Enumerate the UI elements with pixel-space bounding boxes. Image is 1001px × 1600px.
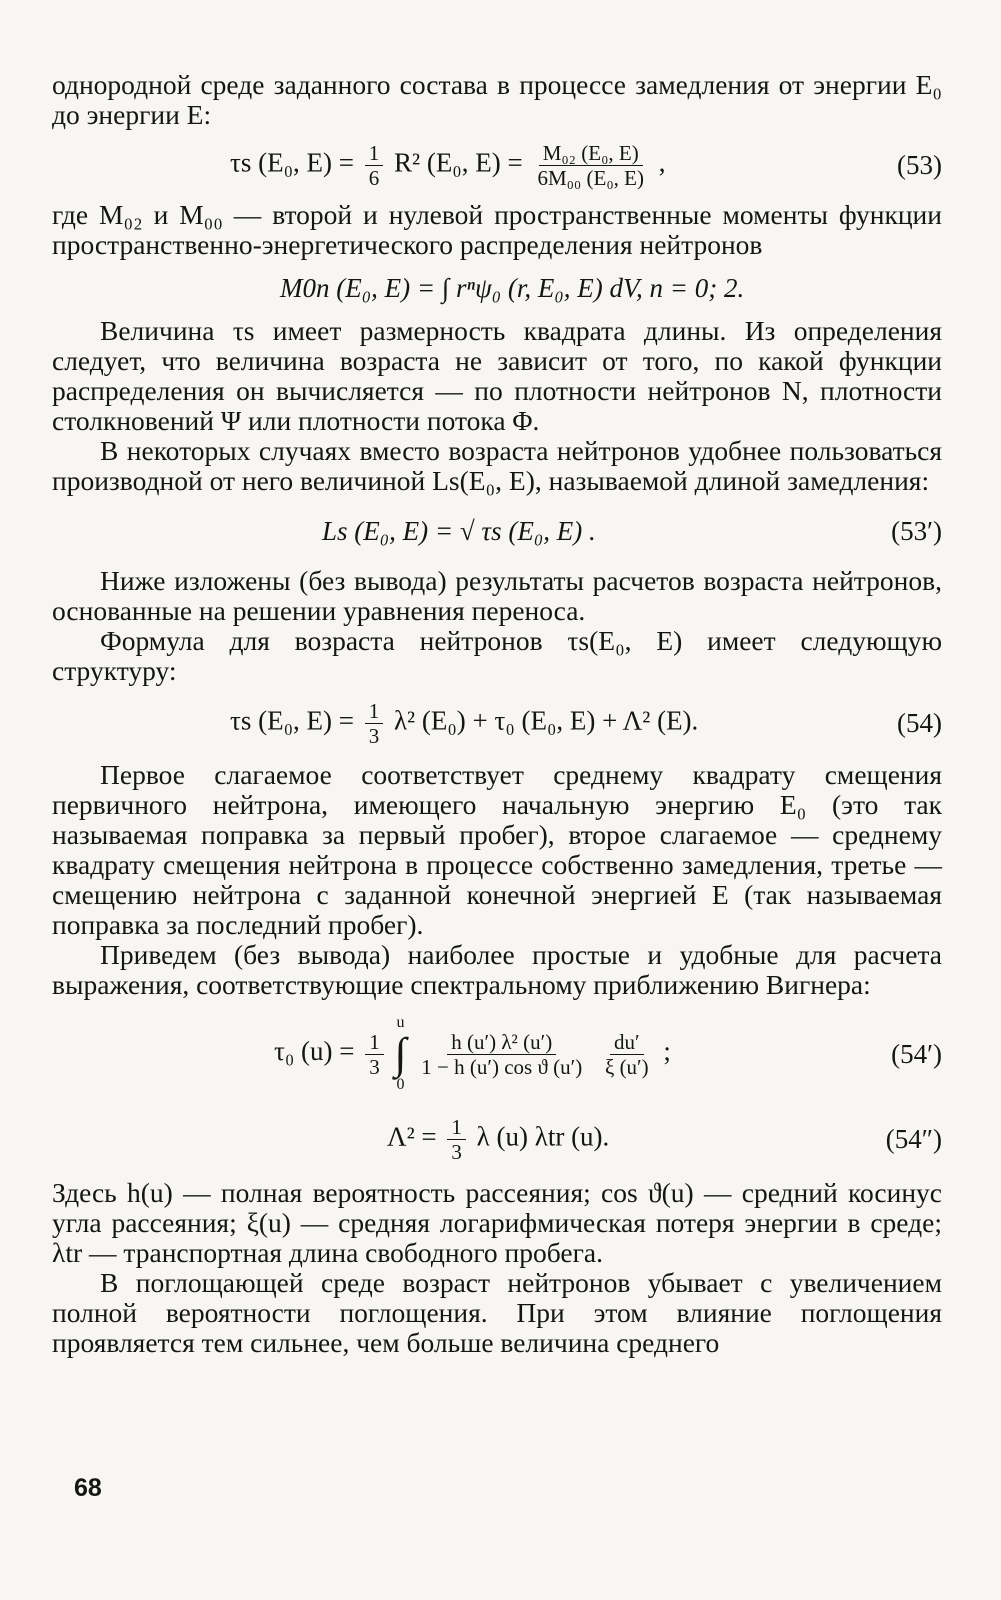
equation-53	[52, 136, 942, 194]
paragraph-10: В поглощающей среде возраст нейтронов убывает с увеличением полной вероятности поглощения. При этом влияние поглощения проявляется тем сильнее, чем больше величина среднего	[52, 1267, 942, 1358]
eq54p-integral: u ∫ 0	[394, 1014, 407, 1093]
eq53-number: (53)	[897, 149, 942, 180]
eq53p-body: Ls (E₀, E) = √ τs (E₀, E) .	[322, 515, 596, 546]
paragraph-9: Здесь h(u) — полная вероятность рассеяния; cos ϑ(u) — средний косинус угла рассеяния; ξ(u) — средняя логарифмическая потеря энергии в среде; λtr — транспортная длина свободного пробега.	[52, 1177, 942, 1268]
eq54p-tail: ;	[663, 1036, 671, 1067]
eq54p-lower-limit: 0	[396, 1076, 405, 1093]
equation-53-prime	[52, 502, 942, 560]
paragraph-5: Ниже изложены (без вывода) результаты расчетов возраста нейтронов, основанные на решении уравнения переноса.	[52, 565, 942, 626]
paragraph-6: Формула для возраста нейтронов τs(E₀, E) имеет следующую структуру:	[52, 625, 942, 686]
eq54p-differential: $\frac{du'}{\xi (u')}$	[604, 1029, 649, 1079]
eq54pp-number: (54″)	[885, 1123, 942, 1154]
eq54p-integrand: $\frac{\text{h (u′) λ² (u′)}}{\text{1 − h (u′) cos ϑ (u′)}}$	[421, 1029, 583, 1079]
page-number: 68	[74, 1474, 102, 1502]
eq-moment-body: M0n (E₀, E) = ∫ rⁿψ₀ (r, E₀, E) dV, n = 0; 2.	[280, 272, 745, 303]
equation-moment	[52, 266, 942, 310]
paragraph-1: однородной среде заданного состава в процессе замедления от энергии E₀ до энергии E:	[52, 69, 942, 130]
eq54-rhs: λ² (E₀) + τ₀ (E₀, E) + Λ² (E).	[393, 705, 699, 736]
page-content	[52, 70, 942, 1358]
eq53-lhs: τs (E₀, E) =	[230, 147, 354, 178]
equation-54-prime	[52, 1006, 942, 1102]
paragraph-2: где M₀₂ и M₀₀ — второй и нулевой пространственные моменты функции пространственно-энергетического распределения нейтронов	[52, 199, 942, 260]
eq54-lhs: τs (E₀, E) =	[230, 705, 354, 736]
paragraph-8: Приведем (без вывода) наиболее простые и удобные для расчета выражения, соответствующие спектральному приближению Вигнера:	[52, 939, 942, 1000]
eq53-fraction-1: $\frac{1}{6}$	[365, 141, 384, 190]
eq53-fraction-2: $\frac{\text{M₀₂ (E₀, E)}}{\text{6M₀₀ (E₀, E)}}$	[537, 140, 644, 190]
paragraph-3: Величина τs имеет размерность квадрата длины. Из определения следует, что величина возраста не зависит от того, по какой функции распределения он вычисляется — по плотности нейтронов N, плотности столкновений Ψ или плотности потока Φ.	[52, 315, 942, 436]
eq54-fraction: $\frac{1}{3}$	[365, 699, 384, 748]
eq54pp-lhs: Λ² =	[387, 1121, 437, 1152]
eq54pp-rhs: λ (u) λtr (u).	[476, 1121, 610, 1152]
eq54pp-fraction: $\frac{1}{3}$	[447, 1115, 466, 1164]
eq53p-number: (53′)	[891, 515, 942, 546]
eq54-number: (54)	[897, 707, 942, 738]
eq53-tail: ,	[658, 147, 666, 178]
paragraph-7: Первое слагаемое соответствует среднему квадрату смещения первичного нейтрона, имеющего начальную энергию E₀ (это так называемая поправка за первый пробег), второе слагаемое — среднему квадрату смещения нейтрона в процессе собственно замедления, третье — смещению нейтрона с заданной конечной энергией E (так называемая поправка за последний пробег).	[52, 759, 942, 940]
equation-54-double-prime	[52, 1108, 942, 1170]
equation-54	[52, 692, 942, 754]
eq54p-fraction: $\frac{1}{3}$	[365, 1030, 384, 1079]
paragraph-4: В некоторых случаях вместо возраста нейтронов удобнее пользоваться производной от него величиной Ls(E₀, E), называемой длиной замедления:	[52, 435, 942, 496]
eq54p-lhs: τ₀ (u) =	[274, 1036, 355, 1067]
eq54p-upper-limit: u	[396, 1014, 405, 1031]
eq54p-number: (54′)	[891, 1038, 942, 1069]
eq53-middle: R² (E₀, E) =	[393, 147, 523, 178]
